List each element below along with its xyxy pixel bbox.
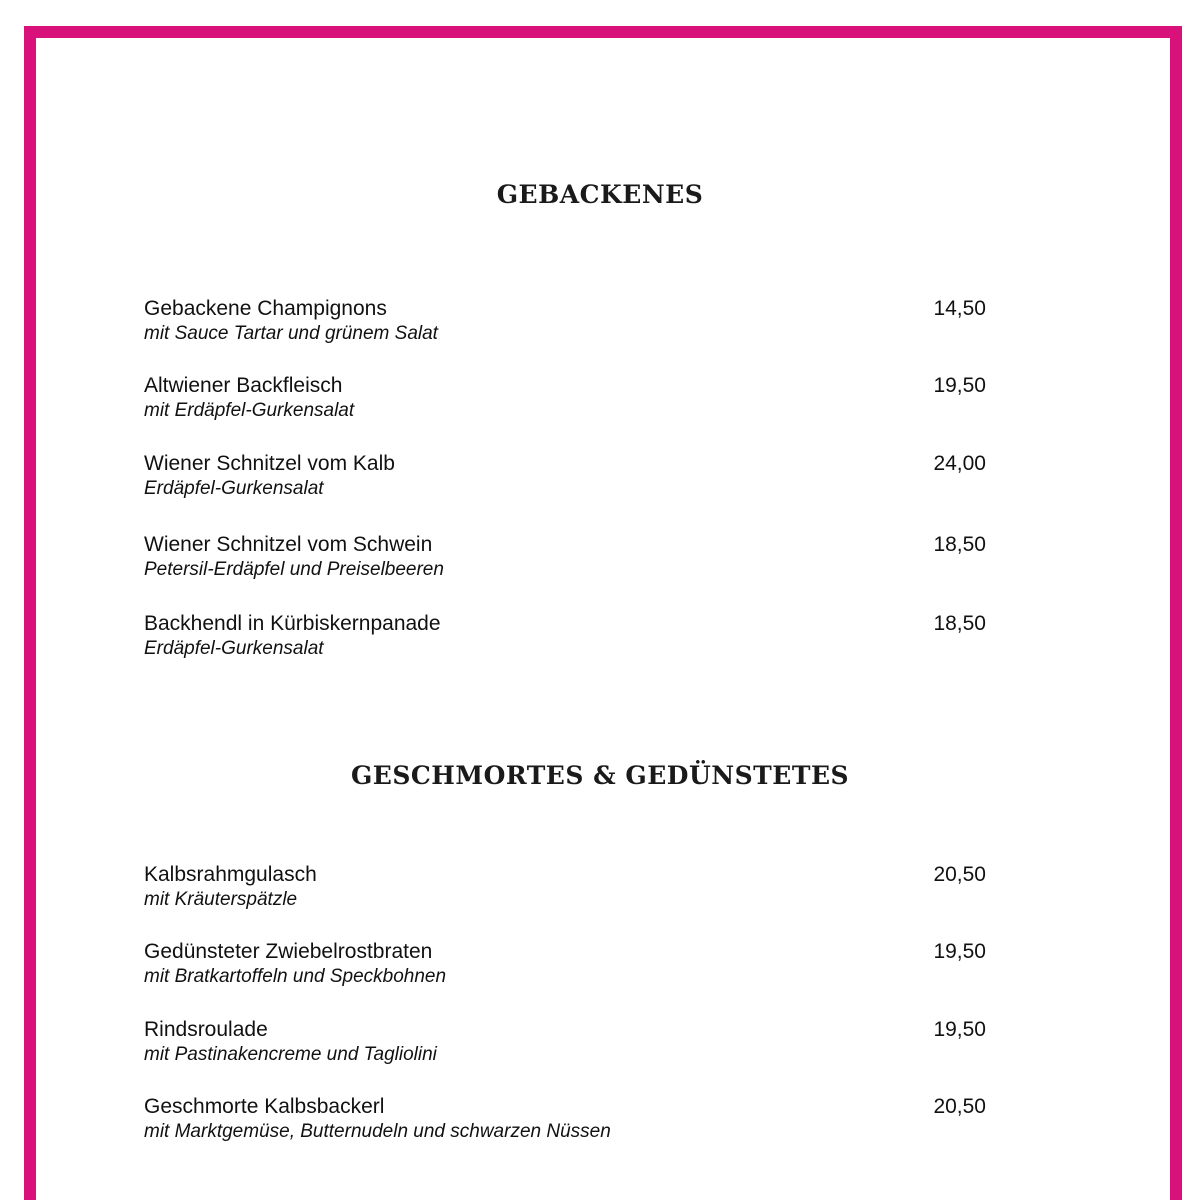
menu-item-description: mit Erdäpfel-Gurkensalat [144, 400, 355, 421]
menu-item-description: mit Sauce Tartar und grünem Salat [144, 323, 438, 344]
menu-item-price: 20,50 [933, 1095, 986, 1118]
menu-item-price: 14,50 [933, 297, 986, 320]
menu-item [144, 611, 986, 661]
menu-item [144, 939, 986, 989]
section-title-geschmortes: GESCHMORTES & GEDÜNSTETES [350, 761, 850, 790]
menu-item-price: 19,50 [933, 374, 986, 397]
menu-item-name: Altwiener Backfleisch [144, 374, 343, 397]
section-title-gebackenes: GEBACKENES [496, 180, 704, 209]
menu-item-price: 24,00 [933, 452, 986, 475]
menu-item [144, 862, 986, 912]
menu-item [144, 1017, 986, 1067]
menu-item-price: 19,50 [933, 1018, 986, 1041]
menu-item [144, 1094, 986, 1144]
menu-item-description: mit Marktgemüse, Butternudeln und schwarzen Nüssen [144, 1121, 611, 1142]
menu-item-name: Backhendl in Kürbiskernpanade [144, 612, 441, 635]
menu-item-price: 18,50 [933, 533, 986, 556]
menu-item-name: Wiener Schnitzel vom Schwein [144, 533, 433, 556]
menu-item [144, 532, 986, 582]
menu-item [144, 296, 986, 346]
menu-item-description: Erdäpfel-Gurkensalat [144, 638, 324, 659]
menu-item-name: Gebackene Champignons [144, 297, 387, 320]
menu-item-name: Kalbsrahmgulasch [144, 863, 317, 886]
menu-item-description: mit Kräuterspätzle [144, 889, 298, 910]
menu-item-description: mit Pastinakencreme und Tagliolini [144, 1044, 437, 1065]
menu-item-name: Wiener Schnitzel vom Kalb [144, 452, 395, 475]
menu-item-name: Rindsroulade [144, 1018, 268, 1041]
menu-item-price: 18,50 [933, 612, 986, 635]
menu-item-price: 20,50 [933, 863, 986, 886]
menu-item-description: mit Bratkartoffeln und Speckbohnen [144, 966, 447, 987]
menu-item-name: Gedünsteter Zwiebelrostbraten [144, 940, 433, 963]
menu-item-name: Geschmorte Kalbsbackerl [144, 1095, 385, 1118]
menu-item-price: 19,50 [933, 940, 986, 963]
menu-item-description: Erdäpfel-Gurkensalat [144, 478, 324, 499]
menu-item-description: Petersil-Erdäpfel und Preiselbeeren [144, 559, 444, 580]
menu-item [144, 373, 986, 423]
menu-item [144, 451, 986, 501]
